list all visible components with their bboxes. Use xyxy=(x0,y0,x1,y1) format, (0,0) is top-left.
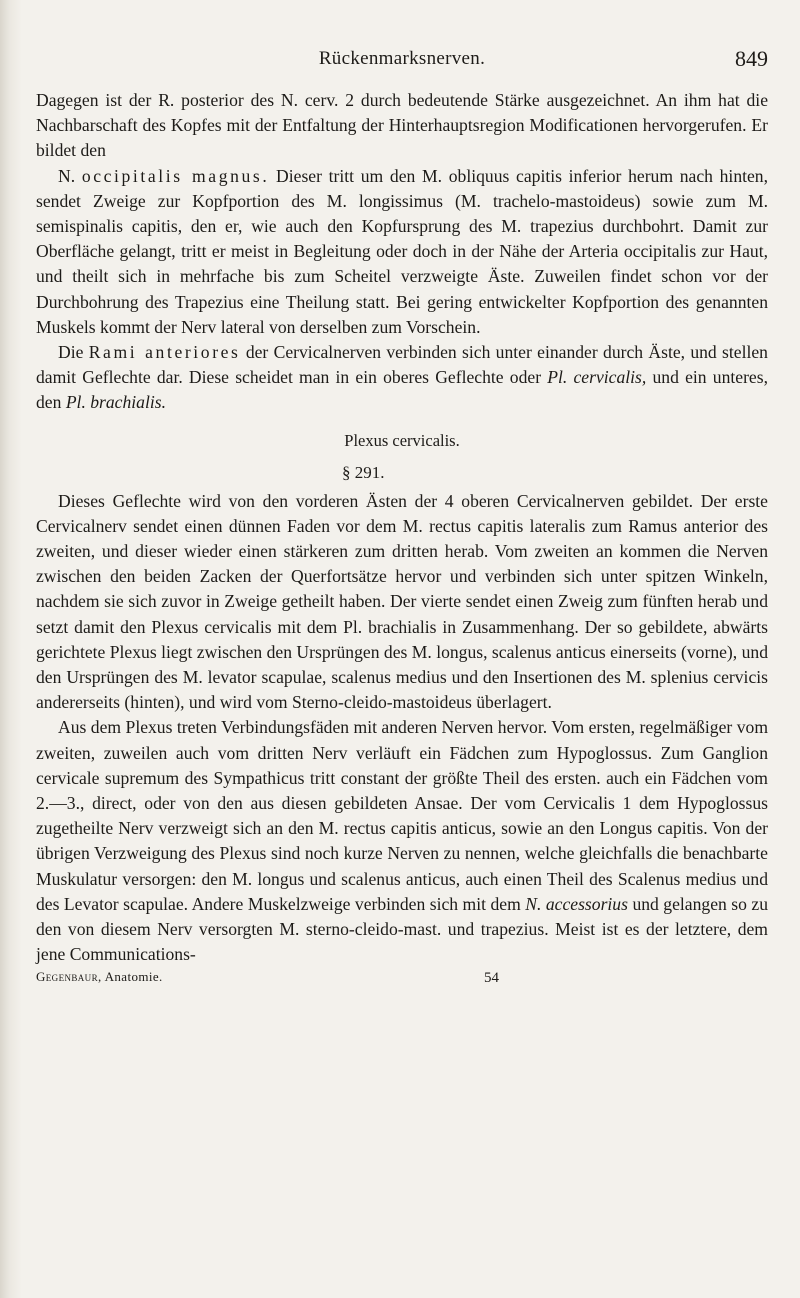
page-binding-edge xyxy=(0,0,22,1298)
paragraph-plexus-connections xyxy=(36,715,768,967)
sheet-number: 54 xyxy=(484,969,499,986)
page-header xyxy=(36,38,768,78)
paragraph-text: und gelangen so zu den von diesem Nerv versorgten M. sterno-cleido-mast. und trapezius. Meist ist es der letztere, dem jene Communications- xyxy=(36,893,769,965)
page-footer xyxy=(36,969,768,993)
paragraph-plexus-description: Dieses Geflechte wird von den vorderen Ästen der 4 oberen Cervicalnerven gebildet. Der erste Cervicalnerv sendet einen dünnen Faden vor dem M. rectus capitis lateralis zum Ramus anterior des zweiten, und dieser wieder einen stärkeren zum dritten herab. Vom zweiten an kommen die Nerven zwischen den beiden Zacken der Querfortsätze hervor und verbinden sich unter spitzen Winkeln, nachdem sie sich zuvor in Zweige getheilt haben. Der vierte sendet einen Zweig zum fünften herab und setzt damit den Plexus cervicalis mit dem Pl. brachialis in Zusammenhang. Der so gebildete, abwärts gerichtete Plexus liegt zwischen den Ursprüngen des M. longus, scalenus anticus einerseits (vorne), und den Ursprüngen des M. levator scapulae, scalenus medius und den Insertionen des M. splenius cervicis andererseits (hinten), und wird vom Sterno-cleido-mastoideus überlagert. xyxy=(36,490,768,713)
paragraph-text: und ein unteres, den xyxy=(36,367,768,413)
running-head: Rückenmarksnerven. xyxy=(318,48,486,69)
section-heading: Plexus cervicalis. xyxy=(344,430,460,450)
term-rami-anteriores: Rami anteriores xyxy=(88,342,241,363)
paragraph-ramus-posterior xyxy=(36,88,768,340)
nerve-label: N. xyxy=(58,165,76,186)
paragraph-text: Die xyxy=(58,342,84,363)
paragraph-rami-anteriores xyxy=(36,340,768,416)
section-number: § 291. xyxy=(342,462,385,482)
body-text xyxy=(36,88,768,968)
term-n-accessorius: N. accessorius xyxy=(525,893,628,914)
paragraph-text: Dagegen ist der R. posterior des N. cerv. 2 durch bedeutende Stärke ausgezeichnet. An ihm hat die Nachbarschaft des Kopfes mit der Entfaltung der Hinterhauptsregion Modificationen hervorgerufen. Er bildet den xyxy=(36,90,768,161)
paragraph-text: Dieser tritt um den M. obliquus capitis inferior herum nach hinten, sendet Zweige zur Kopfportion des M. longissimus (M. trachelo-mastoideus) sowie zum M. semispinalis capitis, den er, wie auch den Kopfursprung des M. trapezius durchbohrt. Damit zur Oberfläche gelangt, tritt er meist in Begleitung oder doch in der Nähe der Arteria occipitalis zur Haut, und theilt sich in mehrfache bis zum Scheitel verzweigte Äste. Zuweilen findet schon vor der Durchbohrung des Trapezius eine Theilung statt. Bei gering entwickelter Kopfportion des genannten Muskels kommt der Nerv lateral von derselben zum Vorschein. xyxy=(36,165,769,337)
footer-work: , Anatomie. xyxy=(98,968,163,984)
nerve-term-occipitalis-magnus: occipitalis magnus. xyxy=(81,165,270,186)
footer-author: Gegenbaur xyxy=(36,968,98,984)
paragraph-text: der Cervicalnerven verbinden sich unter einander durch Äste, und stellen damit Geflechte dar. Diese scheidet man in ein oberes Geflechte oder xyxy=(36,342,768,388)
term-pl-cervicalis: Pl. cervicalis, xyxy=(547,367,647,388)
paragraph-text: Aus dem Plexus treten Verbindungsfäden mit anderen Nerven hervor. Vom ersten, regelmäßiger vom zweiten, zuweilen auch vom dritten Nerv verläuft ein Fädchen zum Hypoglossus. Zum Ganglion cervicale supremum des Sympathicus tritt constant der größte Theil des ersten. auch ein Fädchen vom 2.—3., direct, oder von den aus diesen gebildeten Ansae. Der vom Cervicalis 1 dem Hypoglossus zugetheilte Nerv verzweigt sich an den M. rectus capitis anticus, sowie an den Longus capitis. Von der übrigen Verzweigung des Plexus sind noch kurze Nerven zu nennen, welche gleichfalls die benachbarte Muskulatur versorgen: den M. longus und scalenus anticus, auch einen Theil des Scalenus medius und des Levator scapulae. Andere Muskelzweige verbinden sich mit dem xyxy=(36,717,768,914)
book-page xyxy=(36,38,768,993)
footer-source xyxy=(36,969,163,985)
term-pl-brachialis: Pl. brachialis. xyxy=(65,392,166,413)
page-number: 849 xyxy=(735,46,768,71)
